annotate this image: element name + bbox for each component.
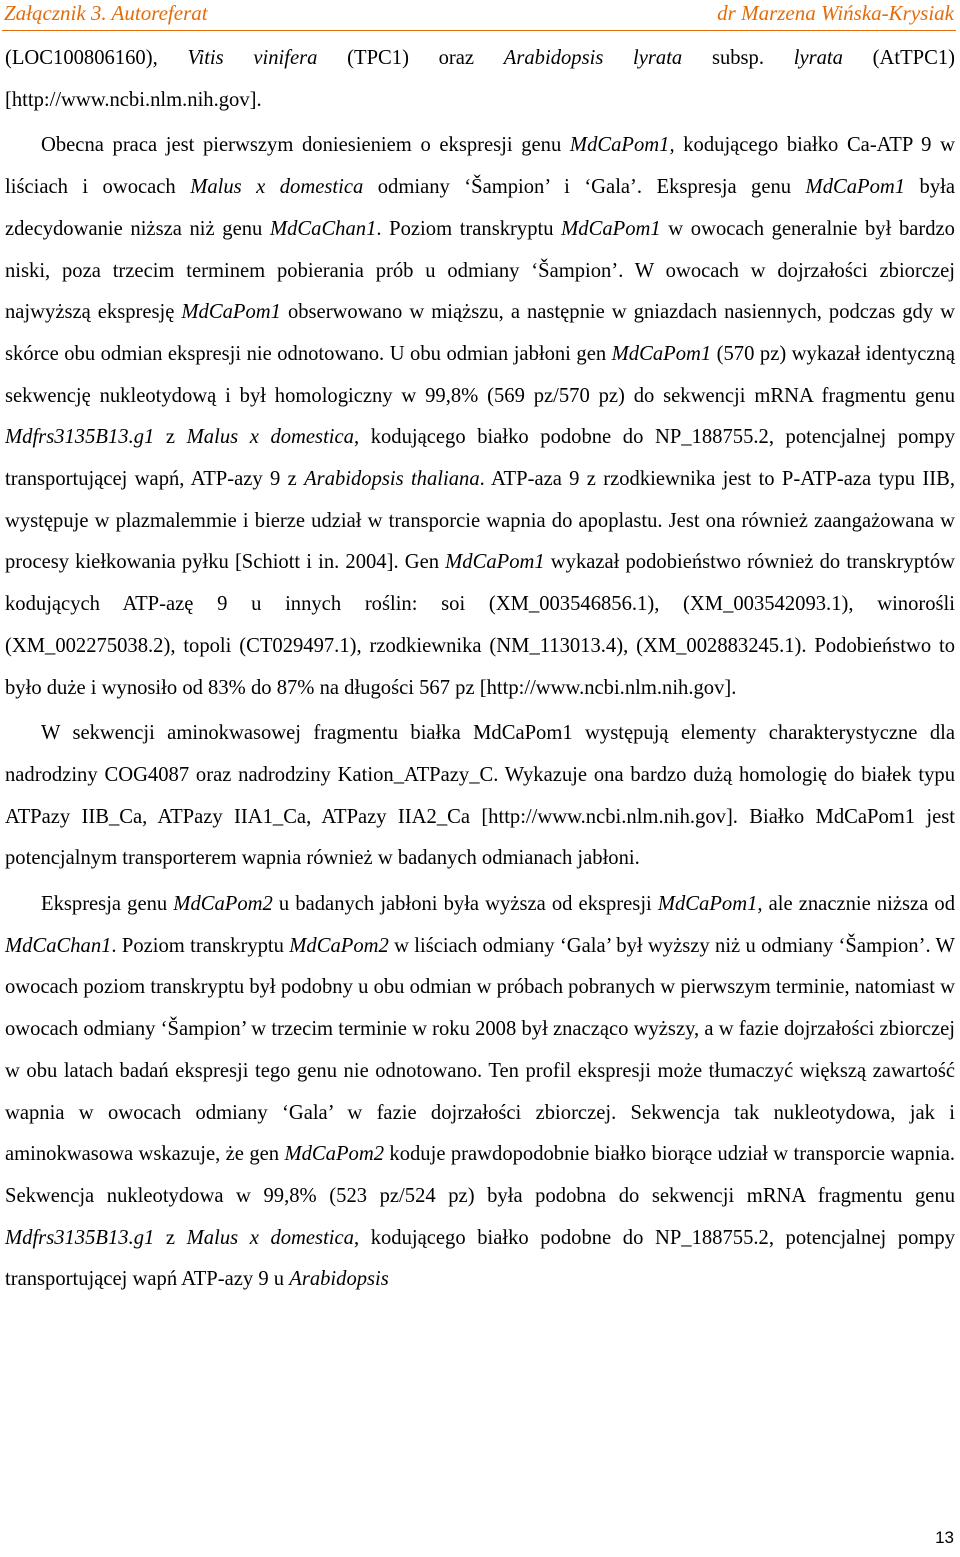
text-run: z xyxy=(154,426,187,449)
text-run: . ATP-aza 9 z rzodkiewnika jest to P-ATP-aza typu IIB, występuje w plazmalemmie i bierze udział w transporcie wapnia do apoplastu. Jest ona również zaangażowana w procesy kiełkowania pyłku [Schiott i in. 2004]. Gen xyxy=(5,468,955,574)
italic-term: MdCaPom1 xyxy=(805,176,906,199)
header-title: Załącznik 3. Autoreferat xyxy=(4,1,208,25)
text-run: , kodującego białko podobne do NP_188755.2, potencjalnej pompy transportującej wapń ATP-azy 9 u xyxy=(5,1226,955,1291)
text-run: (LOC100806160), xyxy=(5,47,188,69)
italic-term: MdCaPom2 xyxy=(289,934,389,957)
header-author: dr Marzena Wińska-Krysiak xyxy=(717,1,954,25)
text-run: ale znacznie niższa od xyxy=(762,893,955,916)
text-run: Ekspresja genu xyxy=(41,893,174,916)
text-run: z xyxy=(154,1226,187,1249)
text-run: (570 pz) wykazał identyczną sekwencję nukleotydową i był homologiczny w 99,8% (569 pz/570 pz) do sekwencji mRNA fragmentu genu xyxy=(5,342,955,407)
text-run: w owocach generalnie był bardzo niski, poza trzecim terminem pobierania prób u odmiany ‘Šampion’. W owocach w dojrzałości zbiorczej najwyższą ekspresję xyxy=(5,217,955,324)
text-run: , kodującego białko podobne do NP_188755.2, potencjalnej pompy transportującej wapń, ATP-azy 9 z xyxy=(5,426,955,491)
page-header xyxy=(0,0,960,30)
text-run: (TPC1) oraz xyxy=(317,47,504,69)
italic-term: Malus x domestica xyxy=(186,426,354,449)
paragraph xyxy=(5,125,955,709)
italic-term: Mdfrs3135B13.g1 xyxy=(5,426,155,449)
header-divider xyxy=(2,30,956,31)
paragraph xyxy=(5,713,955,880)
page-number: 13 xyxy=(935,1528,954,1547)
italic-term: MdCaPom1 xyxy=(181,301,281,324)
italic-term: Arabidopsis lyrata xyxy=(503,47,683,69)
text-run: koduje prawdopodobnie białko biorące udział w transporcie wapnia. Sekwencja nukleotydowa w 99,8% (523 pz/524 pz) była podobna do sekwencji mRNA fragmentu genu xyxy=(5,1143,955,1207)
paragraph xyxy=(5,38,955,121)
text-run: Obecna praca jest pierwszym doniesieniem o ekspresji genu xyxy=(41,134,570,157)
text-run: była zdecydowanie niższa niż genu xyxy=(5,176,955,240)
italic-term: Arabidopsis xyxy=(289,1268,389,1291)
text-run: u badanych jabłoni była wyższa od ekspresji xyxy=(272,893,658,916)
italic-term: MdCaPom2 xyxy=(173,893,273,916)
italic-term: MdCaPom1, xyxy=(569,134,675,157)
text-run: w liściach odmiany ‘Gala’ był wyższy niż u odmiany ‘Šampion’. W owocach poziom transkryptu był podobny u obu odmian w próbach pobranych w pierwszym terminie, natomiast w owocach odmiany ‘Šampion’ w trzecim terminie w roku 2008 był znacząco wyższy, a w fazie dojrzałości zbiorczej w obu latach badań ekspresji tego genu nie odnotowano. Ten profil ekspresji może tłumaczyć większą zawartość wapnia w owocach odmiany ‘Gala’ w fazie dojrzałości zbiorczej. Sekwencja tak nukleotydowa, jak i aminokwasowa wskazuje, że gen xyxy=(5,934,955,1166)
italic-term: MdCaPom1, xyxy=(657,893,763,916)
italic-term: Malus x domestica xyxy=(190,176,364,199)
text-run: . Poziom transkryptu xyxy=(111,934,290,957)
italic-term: Arabidopsis thaliana xyxy=(304,468,480,491)
italic-term: MdCaChan1 xyxy=(269,217,377,240)
italic-term: lyrata xyxy=(793,47,843,69)
text-run: kodującego białko Ca-ATP 9 w liściach i owocach xyxy=(5,134,955,199)
text-run: . Poziom transkryptu xyxy=(376,217,562,240)
text-run: W sekwencji aminokwasowej fragmentu białka MdCaPom1 występują elementy charakterystyczne dla nadrodziny COG4087 oraz nadrodziny Kation_ATPazy_C. Wykazuje ona bardzo dużą homologię do białek typu ATPazy IIB_Ca, ATPazy IIA1_Ca, ATPazy IIA2_Ca [http://www.ncbi.nlm.nih.gov]. Białko MdCaPom1 jest potencjalnym transporterem wapnia również w badanych odmianach jabłoni. xyxy=(5,722,955,870)
italic-term: Malus x domestica xyxy=(186,1226,354,1249)
document-body xyxy=(5,38,955,1301)
italic-term: MdCaPom1 xyxy=(561,217,661,240)
text-run: (AtTPC1) [http://www.ncbi.nlm.nih.gov]. xyxy=(5,47,956,111)
italic-term: Mdfrs3135B13.g1 xyxy=(5,1226,155,1249)
italic-term: MdCaPom1 xyxy=(611,342,712,365)
paragraph xyxy=(5,884,955,1301)
text-run: odmiany ‘Šampion’ i ‘Gala’. Ekspresja genu xyxy=(363,176,806,199)
text-run: wykazał podobieństwo również do transkryptów kodujących ATP-azę 9 u innych roślin: soi (XM_003546856.1), (XM_003542093.1), winorośli (XM_002275038.2), topoli (CT029497.1), rzodkiewnika (NM_113013.4), (XM_002883245.1). Podobieństwo to było duże i wynosiło od 83% do 87% na długości 567 pz [http://www.ncbi.nlm.nih.gov]. xyxy=(5,551,955,699)
italic-term: Vitis vinifera xyxy=(187,47,318,69)
italic-term: MdCaPom1 xyxy=(445,551,545,574)
text-run: obserwowano w miąższu, a następnie w gniazdach nasiennych, podczas gdy w skórce obu odmian ekspresji nie odnotowano. U obu odmian jabłoni gen xyxy=(5,301,956,365)
italic-term: MdCaPom2 xyxy=(284,1143,385,1166)
italic-term: MdCaChan1 xyxy=(5,934,112,957)
text-run: subsp. xyxy=(682,47,794,69)
